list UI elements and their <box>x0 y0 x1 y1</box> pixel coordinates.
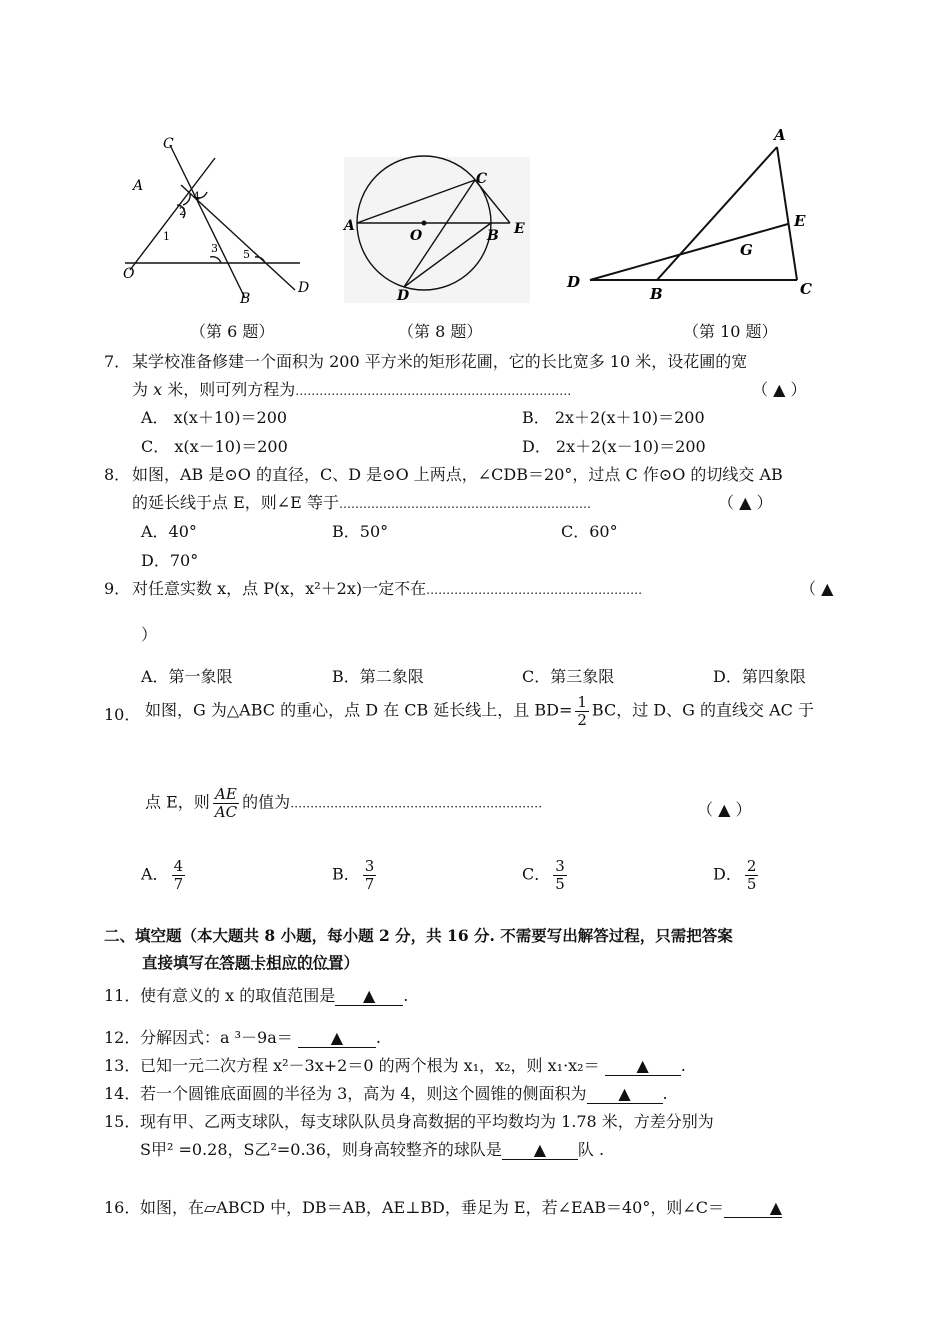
q14-text: 若一个圆锥底面圆的半径为 3，高为 4，则这个圆锥的侧面积为 <box>140 1084 587 1103</box>
q12-number: 12． <box>104 1028 141 1047</box>
fig8-label-B: B <box>487 228 499 244</box>
q15-answer-blank[interactable]: ▲ <box>502 1140 578 1160</box>
q11-end: . <box>403 986 409 1005</box>
q13-end: . <box>680 1056 686 1075</box>
q7-leader: …………………………………………………………… <box>295 384 572 398</box>
q10-number: 10． <box>104 705 141 724</box>
q10-half-fraction <box>575 694 589 728</box>
fig6-caption: （第 6 题） <box>190 322 275 341</box>
q13-text: 已知一元二次方程 x²－3x+2＝0 的两个根为 x₁，x₂，则 x₁·x₂＝ <box>140 1056 600 1075</box>
q10-line1-a: 如图，G 为△ABC 的重心，点 D 在 CB 延长线上，且 BD= <box>145 700 573 720</box>
q12-text: 分解因式：a ³－9a＝ <box>140 1028 293 1047</box>
fig6-label-C: C <box>163 136 174 152</box>
q8-option-b[interactable]: B．50° <box>332 522 389 541</box>
q9-answer-open: （ ▲ <box>800 579 834 598</box>
figure-q6 <box>115 130 315 310</box>
q13-answer-blank[interactable]: ▲ <box>605 1056 681 1076</box>
q9-answer-close: ） <box>141 625 158 644</box>
fig10-label-D: D <box>567 273 581 291</box>
q8-option-d[interactable]: D．70° <box>141 551 199 570</box>
q15-line2-a: S甲² =0.28，S乙²=0.36，则身高较整齐的球队是 <box>140 1140 502 1159</box>
fig10-label-C: C <box>800 280 812 298</box>
q7-var: x <box>153 380 163 399</box>
section2-heading-emphasis: 答题卡相应的位置 <box>219 953 344 972</box>
q10-option-b-label: B． <box>332 864 360 884</box>
q11-answer-blank[interactable]: ▲ <box>335 986 403 1006</box>
q9-option-d[interactable]: D．第四象限 <box>713 667 806 686</box>
fig6-label-B: B <box>240 291 251 307</box>
q10-option-a-label: A． <box>141 864 169 884</box>
q7-option-b[interactable]: B． 2x＋2(x＋10)＝200 <box>522 408 705 427</box>
q10-option-d-numerator: 2 <box>746 857 757 875</box>
q7-option-c[interactable]: C． x(x－10)＝200 <box>141 437 288 456</box>
q9-number: 9． <box>104 579 131 598</box>
q10-option-c[interactable] <box>522 858 570 892</box>
fig6-label-A: A <box>133 178 144 194</box>
fig6-angle-1: 1 <box>163 230 170 243</box>
q14-answer-blank[interactable]: ▲ <box>587 1084 663 1104</box>
fig8-label-E: E <box>514 221 525 237</box>
fig8-label-A: A <box>344 218 355 234</box>
fig6-angle-5: 5 <box>243 248 250 261</box>
q16-text: 如图，在▱ABCD 中，DB＝AB，AE⊥BD，垂足为 E，若∠EAB＝40°，则∠C＝ <box>140 1198 725 1217</box>
q10-answer: （ ▲ ） <box>697 800 752 819</box>
section2-heading-line2 <box>142 951 359 973</box>
q10-line1-b: BC，过 D、G 的直线交 AC 于 <box>591 700 814 720</box>
q7-line2 <box>132 377 571 400</box>
fig6-angle-2: 2 <box>179 205 186 218</box>
q15-line1: 现有甲、乙两支球队，每支球队队员身高数据的平均数均为 1.78 米，方差分别为 <box>140 1112 714 1131</box>
q7-line2-a: 为 <box>132 380 154 399</box>
q8-line1: 如图，AB 是⊙O 的直径，C、D 是⊙O 上两点，∠CDB＝20°，过点 C 作⊙O 的切线交 AB <box>132 465 783 484</box>
fig8-label-O: O <box>410 228 423 244</box>
q10-line2-b: 的值为 <box>242 792 291 812</box>
q10-half-denominator: 2 <box>577 710 587 729</box>
q7-option-a[interactable]: A． x(x＋10)＝200 <box>141 408 288 427</box>
q10-option-c-denominator: 5 <box>555 874 565 893</box>
q8-option-a[interactable]: A．40° <box>141 522 197 541</box>
section2-heading-line2-c: ） <box>343 953 360 972</box>
q11-text: 使有意义的 x 的取值范围是 <box>140 986 336 1005</box>
q12-end: . <box>375 1028 381 1047</box>
q10-option-d-label: D． <box>713 864 742 884</box>
fig8-caption: （第 8 题） <box>398 322 483 341</box>
section2-heading-line1: 二、填空题（本大题共 8 小题，每小题 2 分，共 16 分. 不需要写出解答过程，只需把答案 <box>104 926 733 945</box>
q10-leader: ……………………………………………………… <box>290 796 543 811</box>
fig10-label-B: B <box>650 285 663 303</box>
q8-leader: ……………………………………………………… <box>338 497 591 511</box>
q10-option-a[interactable] <box>141 858 188 892</box>
q7-number: 7． <box>104 352 131 371</box>
figure-q8 <box>342 155 532 305</box>
fig8-label-C: C <box>476 171 488 187</box>
q12-answer-blank[interactable]: ▲ <box>298 1028 376 1048</box>
q15-line2-b: 队 . <box>577 1140 605 1159</box>
q13-line <box>140 1053 686 1076</box>
q8-line2 <box>132 490 591 513</box>
q10-option-a-fraction <box>172 858 186 892</box>
q11-line <box>140 983 408 1006</box>
q16-number: 16． <box>104 1198 141 1217</box>
q10-option-b-denominator: 7 <box>364 874 375 893</box>
section2-heading-line2-a: 直接填写在 <box>142 953 220 972</box>
q9-leader: ……………………………………………… <box>426 583 643 597</box>
q12-line <box>140 1025 381 1048</box>
q14-number: 14． <box>104 1084 141 1103</box>
q16-answer-blank[interactable]: ▲ <box>724 1198 782 1218</box>
fig10-label-E: E <box>794 212 806 230</box>
q9-option-b[interactable]: B．第二象限 <box>332 667 424 686</box>
q8-line2-text: 的延长线于点 E，则∠E 等于 <box>132 493 339 512</box>
q11-number: 11． <box>104 986 141 1005</box>
q9-line <box>132 576 642 599</box>
q9-option-a[interactable]: A．第一象限 <box>141 667 233 686</box>
fig6-label-O: O <box>123 266 135 282</box>
q10-half-numerator: 1 <box>577 693 587 711</box>
q7-option-d[interactable]: D． 2x＋2(x－10)＝200 <box>522 437 706 456</box>
fig10-label-G: G <box>740 241 753 259</box>
q8-option-c[interactable]: C．60° <box>561 522 618 541</box>
q9-option-c[interactable]: C．第三象限 <box>522 667 615 686</box>
q16-line <box>140 1195 782 1218</box>
q10-ratio-numerator: AE <box>213 786 239 804</box>
fig6-angle-3: 3 <box>211 242 218 255</box>
q10-option-c-label: C． <box>522 864 551 884</box>
fig6-angle-4: 4 <box>193 190 200 203</box>
fig8-label-D: D <box>397 288 410 304</box>
q10-ratio-denominator: AC <box>214 802 238 821</box>
fig10-caption: （第 10 题） <box>683 322 778 341</box>
fig6-label-D: D <box>298 280 310 296</box>
q10-option-d[interactable] <box>713 858 761 892</box>
q10-option-a-denominator: 7 <box>173 874 184 893</box>
q10-line2-a: 点 E，则 <box>145 792 210 812</box>
q10-option-c-fraction <box>553 858 567 892</box>
q10-ratio-fraction <box>213 786 239 820</box>
q10-option-b-fraction <box>363 858 377 892</box>
q10-option-a-numerator: 4 <box>173 857 184 875</box>
q10-option-c-numerator: 3 <box>555 857 565 875</box>
q14-end: . <box>662 1084 668 1103</box>
q10-option-d-denominator: 5 <box>746 874 757 893</box>
q15-number: 15． <box>104 1112 141 1131</box>
figure-q10 <box>562 122 822 307</box>
q13-number: 13． <box>104 1056 141 1075</box>
q14-line <box>140 1081 668 1104</box>
q10-option-b-numerator: 3 <box>364 857 375 875</box>
q7-answer: （ ▲ ） <box>752 380 807 399</box>
q9-stem: 对任意实数 x，点 P(x，x²＋2x)一定不在 <box>132 579 427 598</box>
q7-line1: 某学校准备修建一个面积为 200 平方米的矩形花圃，它的长比宽多 10 米，设花圃的宽 <box>132 352 748 371</box>
q15-line2 <box>140 1137 604 1160</box>
q8-number: 8． <box>104 465 131 484</box>
q10-line1 <box>145 694 814 728</box>
q10-line2 <box>145 786 542 820</box>
q7-line2-b: 米，则可列方程为 <box>162 380 296 399</box>
fig10-label-A: A <box>774 126 786 144</box>
q10-option-b[interactable] <box>332 858 379 892</box>
q8-answer: （ ▲ ） <box>718 493 773 512</box>
q10-option-d-fraction <box>745 858 759 892</box>
